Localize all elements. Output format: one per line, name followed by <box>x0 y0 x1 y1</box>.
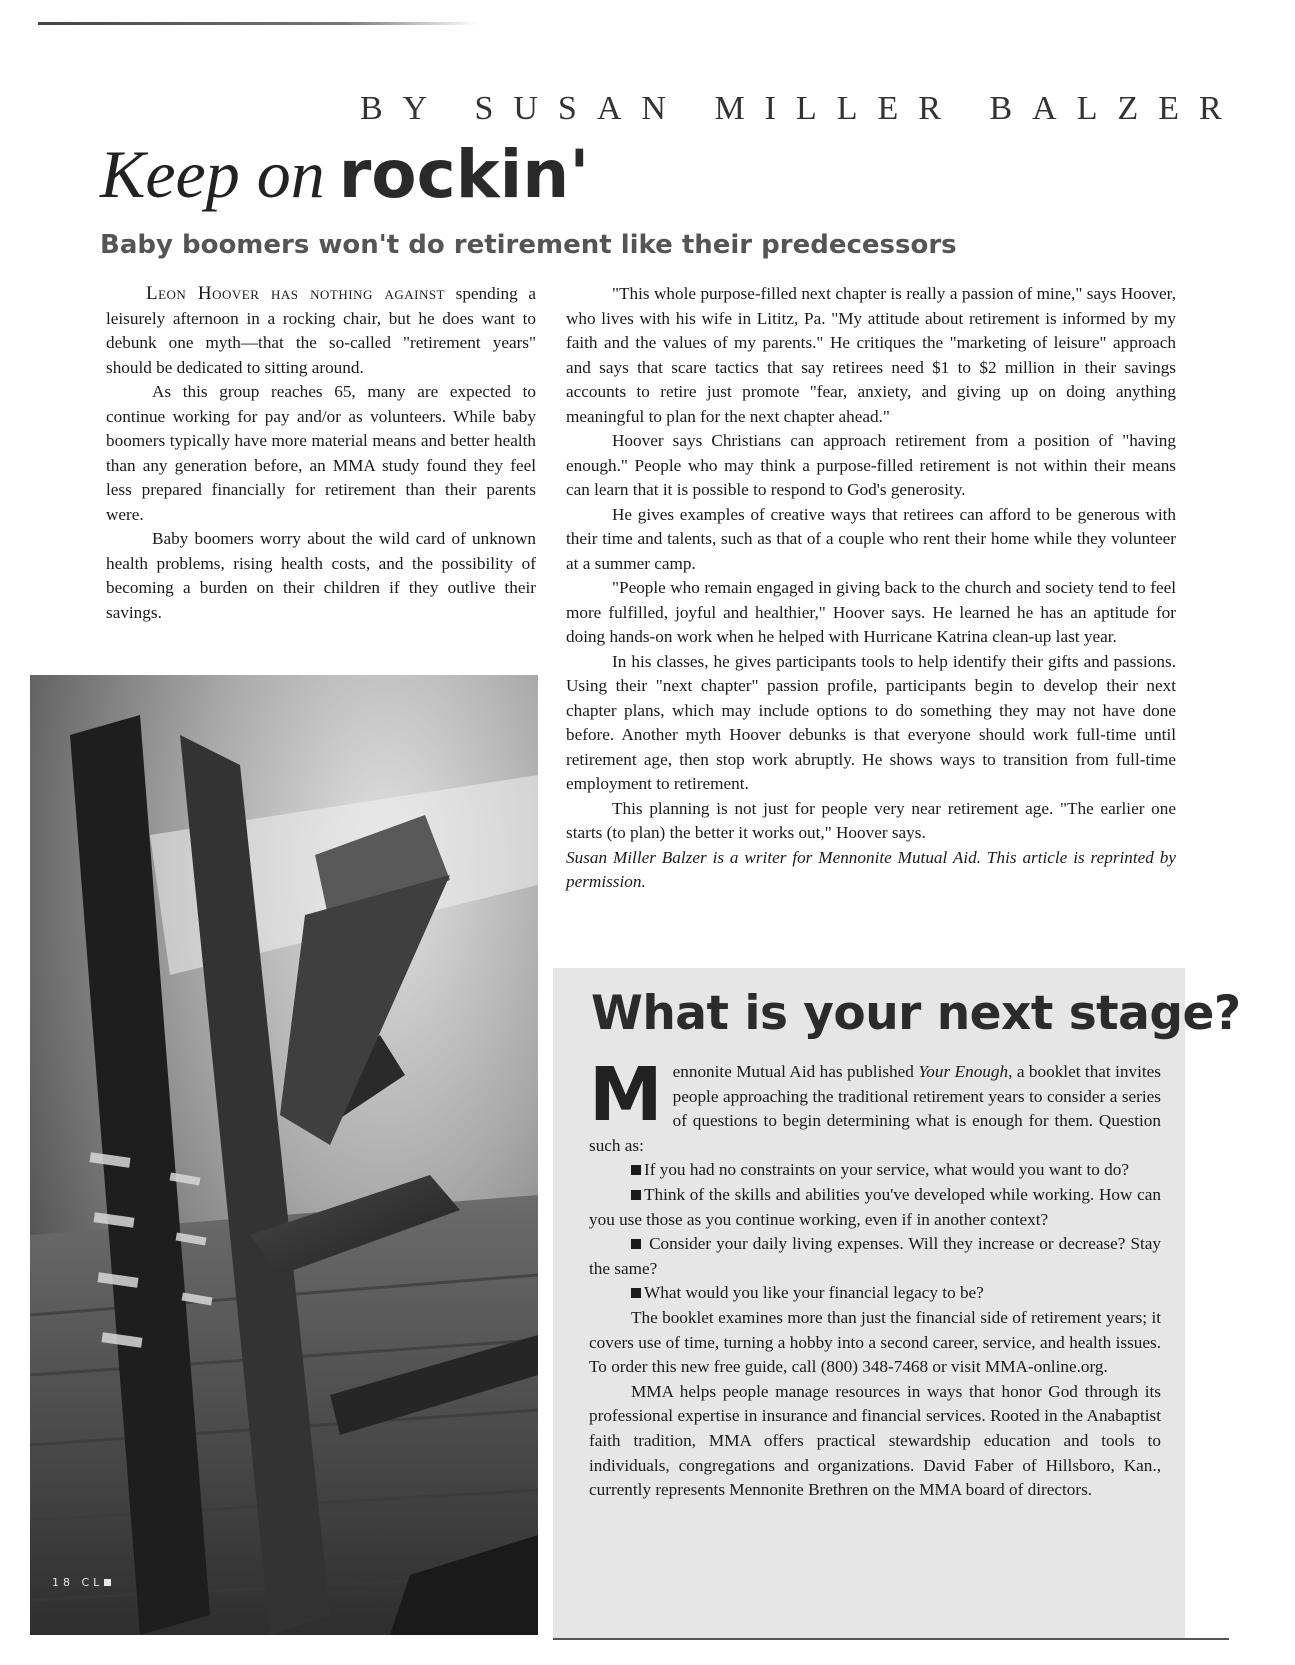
square-bullet-icon <box>631 1288 641 1298</box>
sidebar-bullet-item <box>589 1183 1161 1232</box>
paragraph: "People who remain engaged in giving back to the church and society tend to feel more fulfilled, joyful and healthier," Hoover says. He learned he has an aptitude for doing hands-on work when he helped with Hurricane Katrina clean-up last year. <box>566 578 1176 646</box>
sidebar-body <box>589 1052 1162 1503</box>
sidebar-bullet-item <box>589 1232 1161 1281</box>
author-credit: Susan Miller Balzer is a writer for Mennonite Mutual Aid. This article is reprinted by permission. <box>566 847 1176 891</box>
lead-paragraph <box>106 282 536 380</box>
right-column <box>566 282 1176 895</box>
paragraph: As this group reaches 65, many are expected to continue working for pay and/or as volunteers. While baby boomers typically have more material means and better health than any generation before, an MMA study found they feel less prepared financially for retirement than their parents were. <box>106 382 536 524</box>
left-column <box>106 282 536 625</box>
booklet-title: Your Enough <box>918 1062 1009 1081</box>
bullet-text: If you had no constraints on your service, what would you want to do? <box>644 1160 1129 1180</box>
sidebar-bullet-item <box>589 1158 1161 1183</box>
bullet-text: Consider your daily living expenses. Will they increase or decrease? Stay the same? <box>589 1234 1162 1278</box>
rocking-chair-photo <box>30 675 538 1635</box>
square-bullet-icon <box>631 1165 641 1175</box>
square-bullet-icon <box>631 1239 641 1249</box>
sidebar-bullet-item <box>589 1281 1161 1306</box>
paragraph: He gives examples of creative ways that retirees can afford to be generous with their time and talents, such as that of a couple who rent their home while they volunteer at a summer camp. <box>566 504 1176 573</box>
paragraph: "This whole purpose-filled next chapter is really a passion of mine," says Hoover, who lives with his wife in Lititz, Pa. "My attitude about retirement is informed by my faith and the values of my parents." He critiques the "marketing of leisure" approach and says that scare tactics that say retirees need $1 to $2 million in their savings accounts to retire just promote "fear, anxiety, and giving up on doing anything meaningful to plan for the next chapter ahead." <box>566 284 1176 426</box>
rocking-chair-illustration <box>30 675 538 1635</box>
sidebar-intro <box>589 1052 1161 1158</box>
paragraph: This planning is not just for people very near retirement age. "The earlier one starts (to plan) the better it works out," Hoover says. <box>566 798 1176 842</box>
bullet-text: What would you like your financial legacy to be? <box>644 1283 984 1303</box>
bottom-rule <box>553 1638 1229 1640</box>
sidebar-paragraph: The booklet examines more than just the financial side of retirement years; it covers use of time, turning a hobby into a second career, service, and health issues. To order this new free guide, call (800) 348-7468 or visit MMA-online.org. <box>589 1307 1161 1377</box>
intro-after: , a booklet that invites people approaching the traditional retirement years to consider a series of questions to begin determining what is enough for them. Question such as: <box>589 1062 1161 1155</box>
title-bold: rockin' <box>338 136 590 213</box>
intro-before: ennonite Mutual Aid has published <box>672 1062 919 1081</box>
paragraph: Baby boomers worry about the wild card of unknown health problems, rising health costs, and the possibility of becoming a burden on their children if they outlive their savings. <box>106 529 536 622</box>
drop-cap: M <box>589 1052 663 1138</box>
article-title <box>100 136 590 213</box>
article-subtitle: Baby boomers won't do retirement like their predecessors <box>100 230 957 260</box>
top-rule <box>38 22 478 25</box>
folio-text: 18 CL <box>52 1576 104 1589</box>
paragraph: Hoover says Christians can approach retirement from a position of "having enough." People who may think a purpose-filled retirement is not within their means can learn that it is possible to respond to God's generosity. <box>566 431 1176 499</box>
paragraph: In his classes, he gives participants tools to help identify their gifts and passions. Using their "next chapter" passion profile, participants begin to develop their next chapter plans, which may include options to do something they may not have done before. Another myth Hoover debunks is that everyone should work full-time until retirement age, then stop work abruptly. He shows ways to transition from full-time employment to retirement. <box>566 651 1176 793</box>
lead-rest: spending a leisurely afternoon in a rocking chair, but he does want to debunk one myth—that the so-called "retirement years" should be dedicated to sitting around. <box>106 284 536 377</box>
bullet-text: Think of the skills and abilities you've developed while working. How can you use those as you continue working, even if in another context? <box>589 1184 1161 1229</box>
sidebar-box <box>553 968 1241 1640</box>
sidebar-heading: What is your next stage? <box>591 986 1241 1041</box>
byline: BY SUSAN MILLER BALZER <box>360 90 1242 127</box>
page-folio <box>52 1576 114 1589</box>
sidebar-paragraph: MMA helps people manage resources in ways that honor God through its professional expertise in insurance and financial services. Rooted in the Anabaptist faith tradition, MMA offers practical stewardship education and tools to individuals, congregations and organizations. David Faber of Hillsboro, Kan., currently represents Mennonite Brethren on the MMA board of directors. <box>589 1381 1161 1500</box>
square-bullet-icon <box>631 1190 641 1200</box>
title-italic: Keep on <box>100 136 325 212</box>
folio-square-icon <box>104 1579 111 1586</box>
lead-caps: Leon Hoover has nothing against <box>146 283 445 304</box>
